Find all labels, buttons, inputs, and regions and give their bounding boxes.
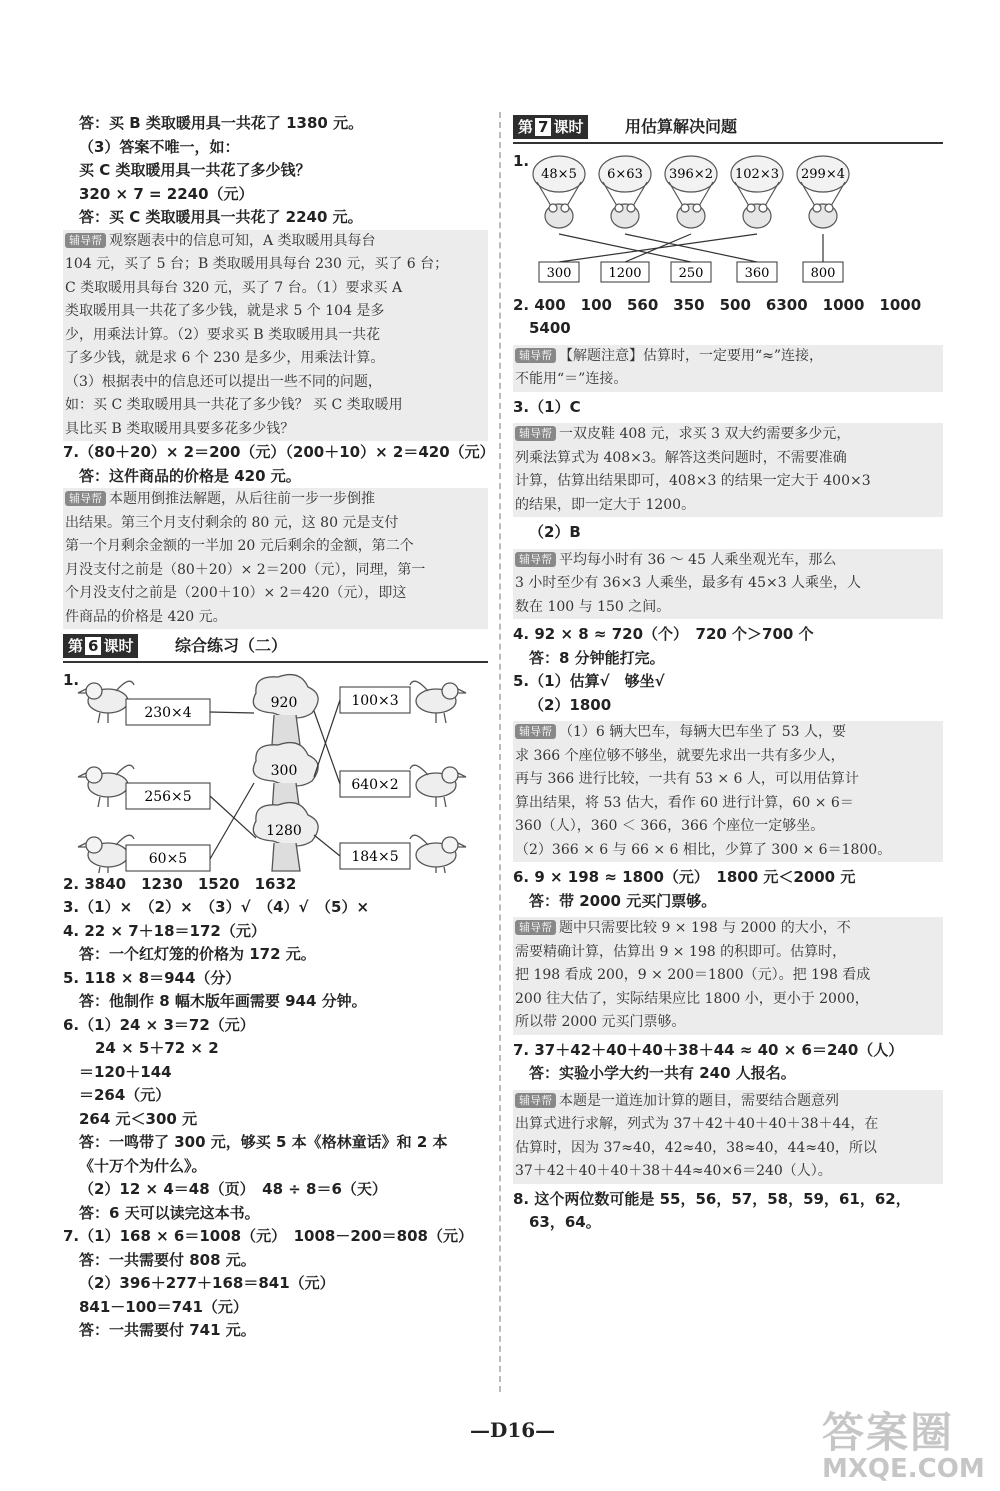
hint-text: 再与 366 进行比较，一共有 53 × 6 人，可以用估算计: [515, 771, 859, 787]
right-expression-boxes: [340, 687, 410, 869]
hint-note: [513, 917, 943, 1035]
hint-text: 少，用乘法计算。（2）要求买 B 类取暖用具一共花: [65, 326, 381, 343]
hint-text: 月没支付之前是（80＋20）× 2＝200（元），同理，第一: [65, 561, 426, 578]
answer-line: 《十万个为什么》。: [79, 1156, 207, 1175]
hint-text: 件商品的价格是 420 元。: [65, 608, 227, 625]
answer-line: 24 × 5＋72 × 2: [95, 1039, 219, 1057]
hint-text: 出算式进行求解，列式为 37＋42＋40＋40＋38＋44，在: [515, 1116, 879, 1132]
hint-text: 了多少钱，就是求 6 个 230 是多少，用乘法计算。: [65, 350, 385, 366]
answer-line: 答：6 天可以读完这本书。: [79, 1203, 260, 1222]
answer-line: 7. 37＋42＋40＋40＋38＋44 ≈ 40 × 6＝240（人）: [513, 1040, 904, 1059]
hint-text: 个月没支付之前是（200＋10）× 2＝420（元），即这: [65, 585, 407, 601]
left-expression-boxes: [126, 699, 210, 871]
bird-icon: [410, 681, 466, 723]
hint-text: 具比买 B 类取暖用具要多花多少钱？: [65, 420, 295, 437]
box-value: 1200: [608, 265, 642, 281]
answer-line: 答：他制作 8 幅木版年画需要 944 分钟。: [79, 992, 367, 1010]
hint-text: （2）366 × 6 与 66 × 6 相比，少算了 300 × 6＝1800。: [515, 841, 892, 858]
hint-tag: 辅导帮: [515, 920, 556, 935]
hint-text: C 类取暖用具每台 320 元，买了 7 台。（1）要求买 A: [65, 279, 403, 296]
hint-text: 本题用倒推法解题，从后往前一步一步倒推: [109, 491, 375, 507]
hint-text: 360（人），360 ＜ 366，366 个座位一定够坐。: [515, 818, 825, 834]
hint-text: 104 元，买了 5 台；B 类取暖用具每台 230 元，买了 6 台；: [65, 256, 449, 272]
hint-text: 列乘法算式为 408×3。解答这类问题时，不需要准确: [515, 449, 847, 466]
balloon-label: 299×4: [801, 166, 845, 182]
answer-line: 2. 400 100 560 350 500 6300 1000 1000: [513, 295, 922, 314]
hint-tag: 辅导帮: [65, 491, 106, 506]
column-divider: [499, 112, 501, 1392]
answer-line: ＝264（元）: [79, 1086, 171, 1104]
answer-line: 答：买 B 类取暖用具一共花了 1380 元。: [79, 114, 364, 132]
hint-text: （3）根据表中的信息还可以提出一些不同的问题，: [65, 373, 382, 390]
box-value: 360: [744, 265, 770, 281]
hint-tag: 辅导帮: [515, 426, 556, 441]
answer-line: （2）12 × 4＝48（页） 48 ÷ 8＝6（天）: [79, 1180, 387, 1198]
hint-text: 求 366 个座位够不够坐，就要先求出一共有多少人，: [515, 747, 845, 764]
hint-note: [513, 345, 943, 392]
answer-line: ＝120＋144: [79, 1062, 172, 1081]
answer-line: 841－100＝741（元）: [79, 1297, 248, 1316]
box-value: 250: [678, 265, 704, 281]
balloon-label: 48×5: [541, 166, 577, 182]
answer-line: 答：这件商品的价格是 420 元。: [79, 466, 301, 485]
answer-line: 4. 92 × 8 ≈ 720（个） 720 个＞700 个: [513, 625, 814, 643]
left-bottom-answers: [63, 873, 488, 1343]
expression-label: 256×5: [144, 788, 192, 805]
answer-line: 264 元＜300 元: [79, 1109, 198, 1128]
matching-diagram-birds: [68, 673, 488, 873]
hint-text: 37＋42＋40＋40＋38＋44≈40×6＝240（人）。: [515, 1163, 832, 1179]
bird-icon: [410, 765, 466, 807]
tree-value: 1280: [266, 822, 302, 839]
hint-text: 本题是一道连加计算的题目，需要结合题意列: [559, 1092, 839, 1109]
answer-line: 答：一共需要付 741 元。: [79, 1321, 256, 1339]
hint-text: 需要精确计算，估算出 9 × 198 的积即可。估算时，: [515, 943, 847, 960]
expression-label: 230×4: [144, 704, 192, 721]
hint-text: 【解题注意】估算时，一定要用“≈”连接，: [559, 347, 824, 364]
expression-label: 184×5: [351, 848, 399, 865]
answer-line: 7.（1）168 × 6＝1008（元） 1008－200＝808（元）: [63, 1227, 473, 1245]
hint-note: [63, 230, 488, 442]
bird-icon: [410, 835, 466, 873]
hint-tag: 辅导帮: [515, 552, 556, 567]
answer-line: 3.（1）C: [513, 397, 581, 416]
left-top-answers: [63, 112, 488, 230]
hint-text: 把 198 看成 200，9 × 200＝1800（元）。把 198 看成: [515, 967, 871, 983]
hint-text: 所以带 2000 元买门票够。: [515, 1014, 686, 1030]
answer-line: 答：一共需要付 808 元。: [79, 1250, 256, 1269]
hint-text: 平均每小时有 36 ～ 45 人乘坐观光车，那么: [559, 551, 837, 568]
hint-tag: 辅导帮: [515, 348, 556, 363]
balloon-label: 396×2: [669, 166, 713, 182]
lesson-badge: 第 6 课时: [63, 634, 138, 658]
section-header-7: [513, 114, 943, 144]
hint-text: 题中只需要比较 9 × 198 与 2000 的大小，不: [559, 920, 851, 936]
answer-line: 4. 22 × 7＋18＝172（元）: [63, 921, 266, 940]
balloon-label: 6×63: [607, 166, 643, 182]
hint-note: [513, 721, 943, 862]
answer-line: 8. 这个两位数可能是 55，56，57，58，59，61，62，: [513, 1189, 911, 1208]
hint-text: 估算时，因为 37≈40，42≈40，38≈40，44≈40，所以: [515, 1139, 877, 1156]
expression-label: 640×2: [351, 776, 399, 793]
hint-note: [63, 488, 488, 629]
balloon-label: 102×3: [735, 166, 779, 182]
lesson-badge: 第 7 课时: [513, 115, 588, 139]
question-number: 1.: [513, 152, 530, 170]
hint-text: 一双皮鞋 408 元，求买 3 双大约需要多少元，: [559, 426, 851, 442]
answer-line: 答：带 2000 元买门票够。: [529, 891, 717, 910]
answer-line: 答：买 C 类取暖用具一共花了 2240 元。: [79, 208, 363, 226]
watermark-logo: [822, 1400, 985, 1484]
answer-line: 3.（1）× （2）× （3）√ （4）√ （5）×: [63, 898, 370, 916]
hint-text: 类取暖用具一共花了多少钱，就是求 5 个 104 是多: [65, 303, 385, 319]
answer-line: 答：一鸣带了 300 元，够买 5 本《格林童话》和 2 本: [79, 1133, 448, 1151]
tree-value: 920: [270, 694, 298, 711]
hint-text: 观察题表中的信息可知，A 类取暖用具每台: [109, 232, 376, 249]
section-header-6: [63, 633, 488, 663]
answer-line: 5400: [529, 319, 571, 337]
answer-line: 63，64。: [529, 1213, 601, 1231]
hint-tag: 辅导帮: [65, 233, 106, 248]
answer-line: （2）B: [529, 523, 581, 541]
hint-note: [513, 1090, 943, 1184]
matching-diagram-balloons: [531, 154, 861, 284]
answer-line: 买 C 类取暖用具一共花了多少钱？: [79, 161, 311, 179]
hint-text: 出结果。第三个月支付剩余的 80 元，这 80 元是支付: [65, 514, 399, 531]
hint-tag: 辅导帮: [515, 1093, 556, 1108]
matching-lines: [559, 234, 823, 262]
box-value: 800: [810, 265, 836, 281]
section-title: 用估算解决问题: [625, 117, 738, 136]
answer-line: 320 × 7 = 2240（元）: [79, 184, 254, 203]
hint-note: [513, 423, 943, 517]
hint-text: 的结果，即一定大于 1200。: [515, 496, 696, 513]
hint-tag: 辅导帮: [515, 724, 556, 739]
section-title: 综合练习（二）: [175, 636, 288, 655]
expression-label: 60×5: [148, 850, 188, 867]
expression-label: 100×3: [351, 692, 399, 709]
answer-line: 答：实验小学大约一共有 240 人报名。: [529, 1064, 796, 1082]
hint-text: 不能用“＝”连接。: [515, 371, 628, 387]
answer-line: （3）答案不唯一，如：: [79, 137, 240, 156]
page-number: —D16—: [470, 1418, 556, 1442]
hint-text: 第一个月剩余金额的一半加 20 元后剩余的金额，第二个: [65, 538, 414, 554]
hint-text: 数在 100 与 150 之间。: [515, 598, 671, 615]
answer-line: （2）1800: [529, 695, 612, 714]
answer-line: （2）396＋277＋168＝841（元）: [79, 1274, 335, 1292]
question-number: 1.: [63, 671, 80, 689]
hint-text: 3 小时至少有 36×3 人乘坐，最多有 45×3 人乘坐，人: [515, 575, 862, 591]
answer-line: 答：一个红灯笼的价格为 172 元。: [79, 945, 316, 963]
answer-line: 7.（80＋20）× 2＝200（元）（200＋10）× 2＝420（元）: [63, 443, 495, 461]
tree-value: 300: [270, 762, 298, 779]
answer-line: 6. 9 × 198 ≈ 1800（元） 1800 元＜2000 元: [513, 868, 856, 886]
watermark-bottom: MXQE.COM: [822, 1454, 985, 1484]
hint-text: 200 往大估了，实际结果应比 1800 小，更小于 2000，: [515, 990, 869, 1007]
box-value: 300: [546, 265, 572, 281]
answer-line: 答：8 分钟能打完。: [529, 648, 665, 667]
answer-line: 2. 3840 1230 1520 1632: [63, 874, 297, 893]
answer-line: 5. 118 × 8＝944（分）: [63, 968, 241, 987]
answer-line: 6.（1）24 × 3＝72（元）: [63, 1015, 255, 1034]
hint-text: 计算，估算出结果即可，408×3 的结果一定大于 400×3: [515, 473, 871, 489]
hint-text: （1）6 辆大巴车，每辆大巴车坐了 53 人，要: [559, 724, 846, 740]
left-column: [63, 112, 495, 1343]
answer-line: 5.（1）估算√ 够坐√: [513, 672, 665, 690]
hint-note: [513, 549, 943, 620]
right-column: [513, 112, 943, 1235]
watermark-top: 答案圈: [822, 1408, 955, 1457]
hint-text: 如：买 C 类取暖用具一共花了多少钱？ 买 C 类取暖用: [65, 397, 403, 413]
hint-text: 算出结果，将 53 估大，看作 60 进行计算，60 × 6＝: [515, 794, 854, 811]
